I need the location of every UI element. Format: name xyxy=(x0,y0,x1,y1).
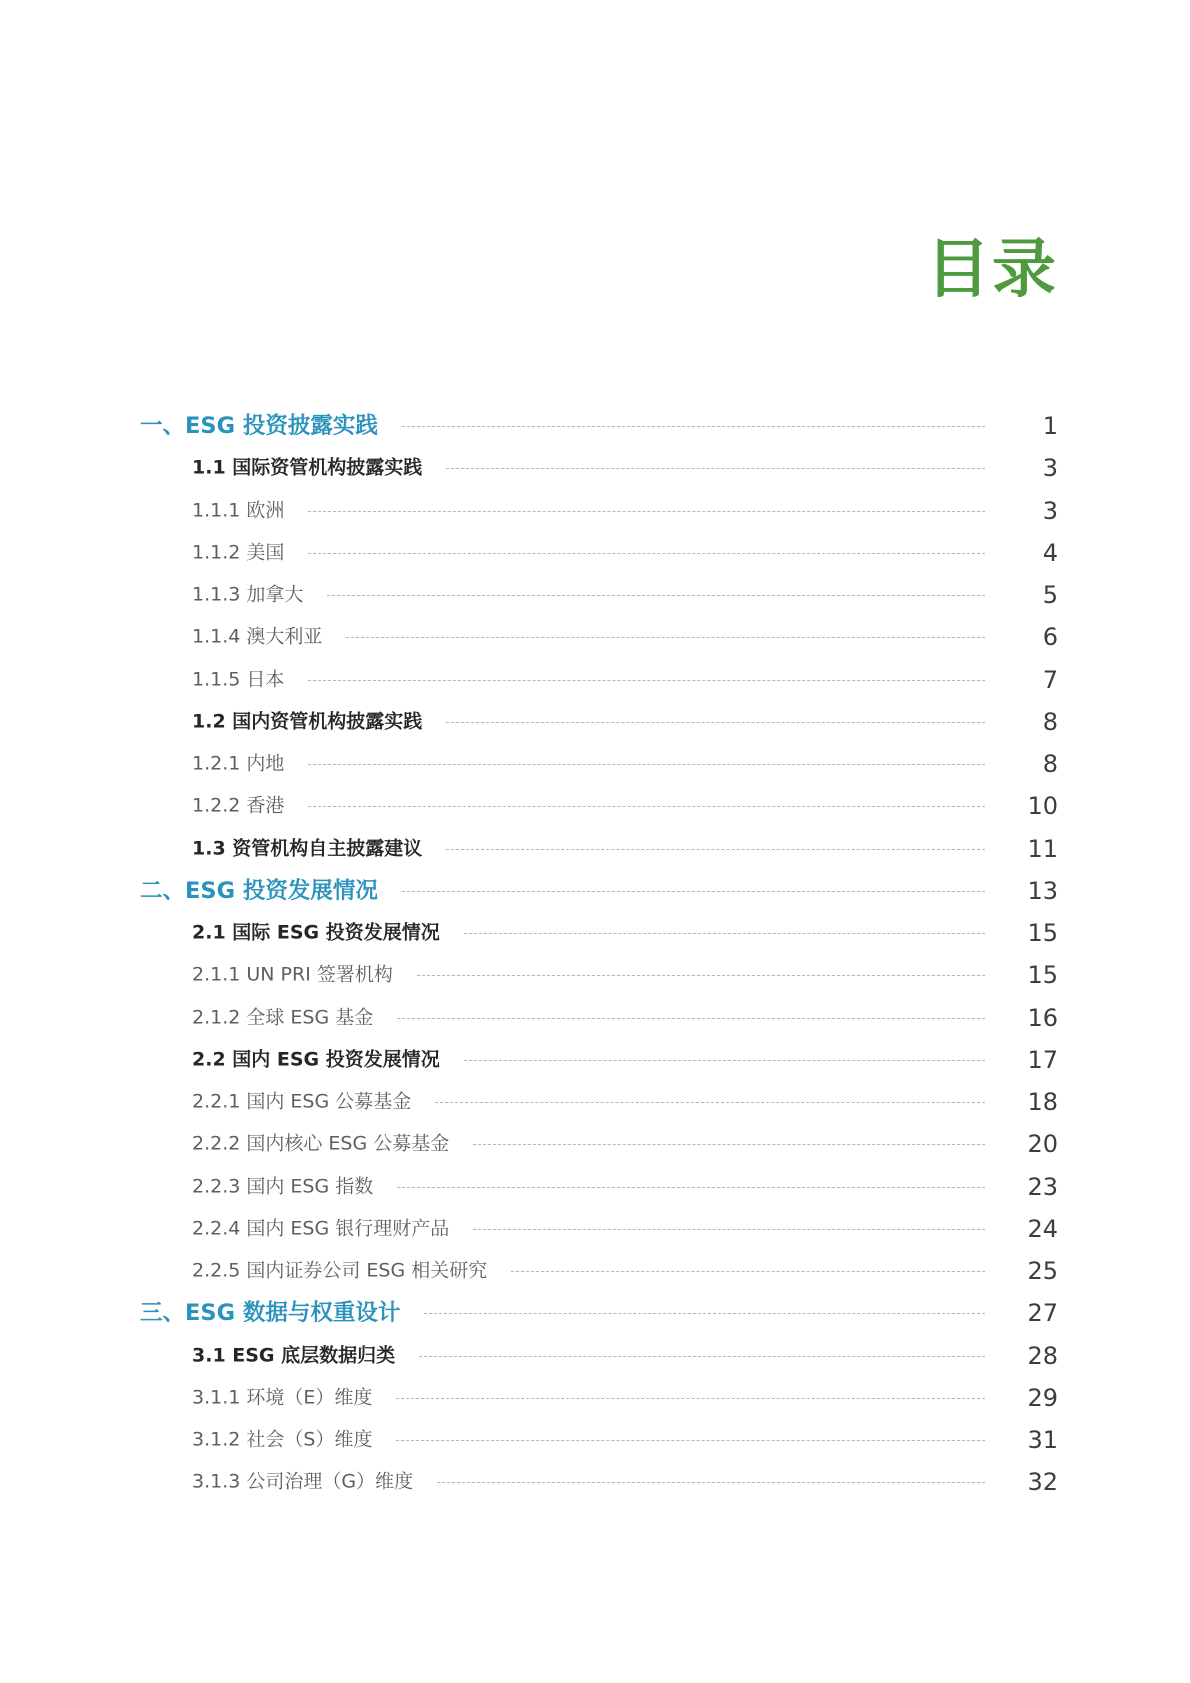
toc-entry-level3[interactable] xyxy=(0,956,1190,994)
toc-entry-label: 一、ESG 投资披露实践 xyxy=(140,412,378,439)
toc-entry-page-number: 20 xyxy=(1027,1130,1058,1159)
toc-dotted-leader xyxy=(396,1440,985,1441)
toc-entry-label: 3.1.2 社会（S）维度 xyxy=(192,1428,373,1451)
toc-entry-level3[interactable] xyxy=(0,1083,1190,1121)
toc-entry-page-number: 23 xyxy=(1027,1172,1058,1201)
toc-entry-page-number: 4 xyxy=(1042,538,1058,567)
toc-dotted-leader xyxy=(437,1482,985,1483)
toc-dotted-leader xyxy=(473,1144,985,1145)
toc-entry-page-number: 17 xyxy=(1027,1045,1058,1074)
toc-dotted-leader xyxy=(435,1102,985,1103)
toc-entry-level3[interactable] xyxy=(0,745,1190,783)
toc-entry-level3[interactable] xyxy=(0,1463,1190,1501)
toc-entry-label: 2.2.2 国内核心 ESG 公募基金 xyxy=(192,1132,450,1155)
toc-dotted-leader xyxy=(308,511,985,512)
toc-dotted-leader xyxy=(464,1060,985,1061)
toc-entry-label: 二、ESG 投资发展情况 xyxy=(140,877,378,904)
toc-dotted-leader xyxy=(402,426,985,427)
toc-entry-level2[interactable] xyxy=(0,449,1190,487)
toc-entry-level3[interactable] xyxy=(0,576,1190,614)
toc-entry-page-number: 8 xyxy=(1042,750,1058,778)
toc-entry-level3[interactable] xyxy=(0,1210,1190,1248)
toc-entry-label: 1.1.5 日本 xyxy=(192,668,285,690)
toc-entry-page-number: 18 xyxy=(1027,1088,1058,1116)
toc-entry-level3[interactable] xyxy=(0,1168,1190,1206)
toc-dotted-leader xyxy=(464,933,985,934)
toc-dotted-leader xyxy=(473,1229,985,1230)
toc-dotted-leader xyxy=(397,1018,985,1019)
toc-dotted-leader xyxy=(446,849,985,850)
toc-entry-level2[interactable] xyxy=(0,914,1190,952)
toc-entry-page-number: 27 xyxy=(1027,1299,1058,1328)
toc-entry-label: 1.2 国内资管机构披露实践 xyxy=(192,710,423,733)
toc-entry-page-number: 25 xyxy=(1027,1257,1058,1285)
toc-dotted-leader xyxy=(308,806,985,807)
toc-entry-level2[interactable] xyxy=(0,1041,1190,1079)
toc-entry-page-number: 7 xyxy=(1042,665,1058,694)
toc-entry-level3[interactable] xyxy=(0,492,1190,530)
toc-entry-level3[interactable] xyxy=(0,1379,1190,1417)
toc-entry-label: 2.2.1 国内 ESG 公募基金 xyxy=(192,1090,412,1113)
toc-entry-level3[interactable] xyxy=(0,661,1190,699)
toc-dotted-leader xyxy=(417,975,985,976)
toc-entry-page-number: 32 xyxy=(1027,1468,1058,1497)
toc-entry-level3[interactable] xyxy=(0,1252,1190,1290)
toc-dotted-leader xyxy=(419,1356,985,1357)
toc-entry-level3[interactable] xyxy=(0,1421,1190,1459)
toc-entry-label: 1.2.1 内地 xyxy=(192,752,285,775)
toc-entry-label: 3.1 ESG 底层数据归类 xyxy=(192,1344,396,1366)
toc-entry-level1[interactable] xyxy=(0,872,1190,910)
toc-entry-label: 1.3 资管机构自主披露建议 xyxy=(192,837,423,859)
toc-entry-page-number: 24 xyxy=(1027,1214,1058,1243)
toc-entry-label: 2.1.1 UN PRI 签署机构 xyxy=(192,963,393,986)
toc-entry-page-number: 13 xyxy=(1027,876,1058,905)
toc-dotted-leader xyxy=(424,1313,985,1314)
toc-entry-label: 1.1.2 美国 xyxy=(192,541,285,564)
toc-dotted-leader xyxy=(402,891,985,892)
toc-dotted-leader xyxy=(397,1187,985,1188)
toc-entry-level1[interactable] xyxy=(0,1294,1190,1332)
toc-entry-label: 1.1 国际资管机构披露实践 xyxy=(192,456,423,479)
toc-entry-page-number: 28 xyxy=(1027,1341,1058,1370)
toc-entry-label: 2.1.2 全球 ESG 基金 xyxy=(192,1006,374,1028)
toc-entry-label: 1.1.1 欧洲 xyxy=(192,499,285,521)
toc-entry-level1[interactable] xyxy=(0,407,1190,445)
toc-entry-level3[interactable] xyxy=(0,618,1190,656)
toc-dotted-leader xyxy=(446,468,985,469)
toc-entry-page-number: 1 xyxy=(1042,412,1058,440)
toc-entry-page-number: 31 xyxy=(1027,1426,1058,1454)
toc-dotted-leader xyxy=(396,1398,985,1399)
toc-entry-label: 2.2.3 国内 ESG 指数 xyxy=(192,1175,374,1197)
toc-entry-page-number: 6 xyxy=(1042,623,1058,652)
toc-entry-label: 2.2 国内 ESG 投资发展情况 xyxy=(192,1048,440,1071)
toc-dotted-leader xyxy=(308,680,985,681)
toc-entry-label: 2.2.5 国内证券公司 ESG 相关研究 xyxy=(192,1259,488,1282)
toc-entry-page-number: 15 xyxy=(1027,919,1058,947)
toc-entry-page-number: 5 xyxy=(1042,581,1058,609)
toc-entry-page-number: 10 xyxy=(1027,792,1058,821)
toc-entry-level3[interactable] xyxy=(0,999,1190,1037)
toc-dotted-leader xyxy=(308,764,985,765)
toc-entry-page-number: 3 xyxy=(1042,496,1058,525)
toc-dotted-leader xyxy=(346,637,985,638)
toc-entry-level3[interactable] xyxy=(0,1125,1190,1163)
toc-entry-label: 1.1.3 加拿大 xyxy=(192,583,304,606)
toc-entry-page-number: 29 xyxy=(1027,1383,1058,1412)
toc-entry-label: 3.1.3 公司治理（G）维度 xyxy=(192,1470,414,1493)
toc-dotted-leader xyxy=(511,1271,985,1272)
toc-entry-level3[interactable] xyxy=(0,534,1190,572)
page-title: 目录 xyxy=(926,233,1058,307)
toc-entry-page-number: 11 xyxy=(1027,834,1058,863)
toc-entry-label: 1.1.4 澳大利亚 xyxy=(192,625,323,648)
toc-entry-label: 3.1.1 环境（E）维度 xyxy=(192,1386,373,1409)
toc-entry-label: 2.1 国际 ESG 投资发展情况 xyxy=(192,921,440,944)
toc-entry-label: 1.2.2 香港 xyxy=(192,794,285,817)
toc-dotted-leader xyxy=(446,722,985,723)
toc-entry-page-number: 16 xyxy=(1027,1003,1058,1032)
toc-entry-page-number: 3 xyxy=(1042,454,1058,483)
toc-dotted-leader xyxy=(327,595,985,596)
toc-dotted-leader xyxy=(308,553,985,554)
toc-entry-label: 2.2.4 国内 ESG 银行理财产品 xyxy=(192,1217,450,1240)
toc-entry-level2[interactable] xyxy=(0,703,1190,741)
toc-entry-level2[interactable] xyxy=(0,1337,1190,1375)
toc-entry-page-number: 15 xyxy=(1027,961,1058,990)
toc-entry-label: 三、ESG 数据与权重设计 xyxy=(140,1300,401,1326)
toc-entry-page-number: 8 xyxy=(1042,707,1058,736)
toc-entry-level2[interactable] xyxy=(0,830,1190,868)
toc-entry-level3[interactable] xyxy=(0,787,1190,825)
